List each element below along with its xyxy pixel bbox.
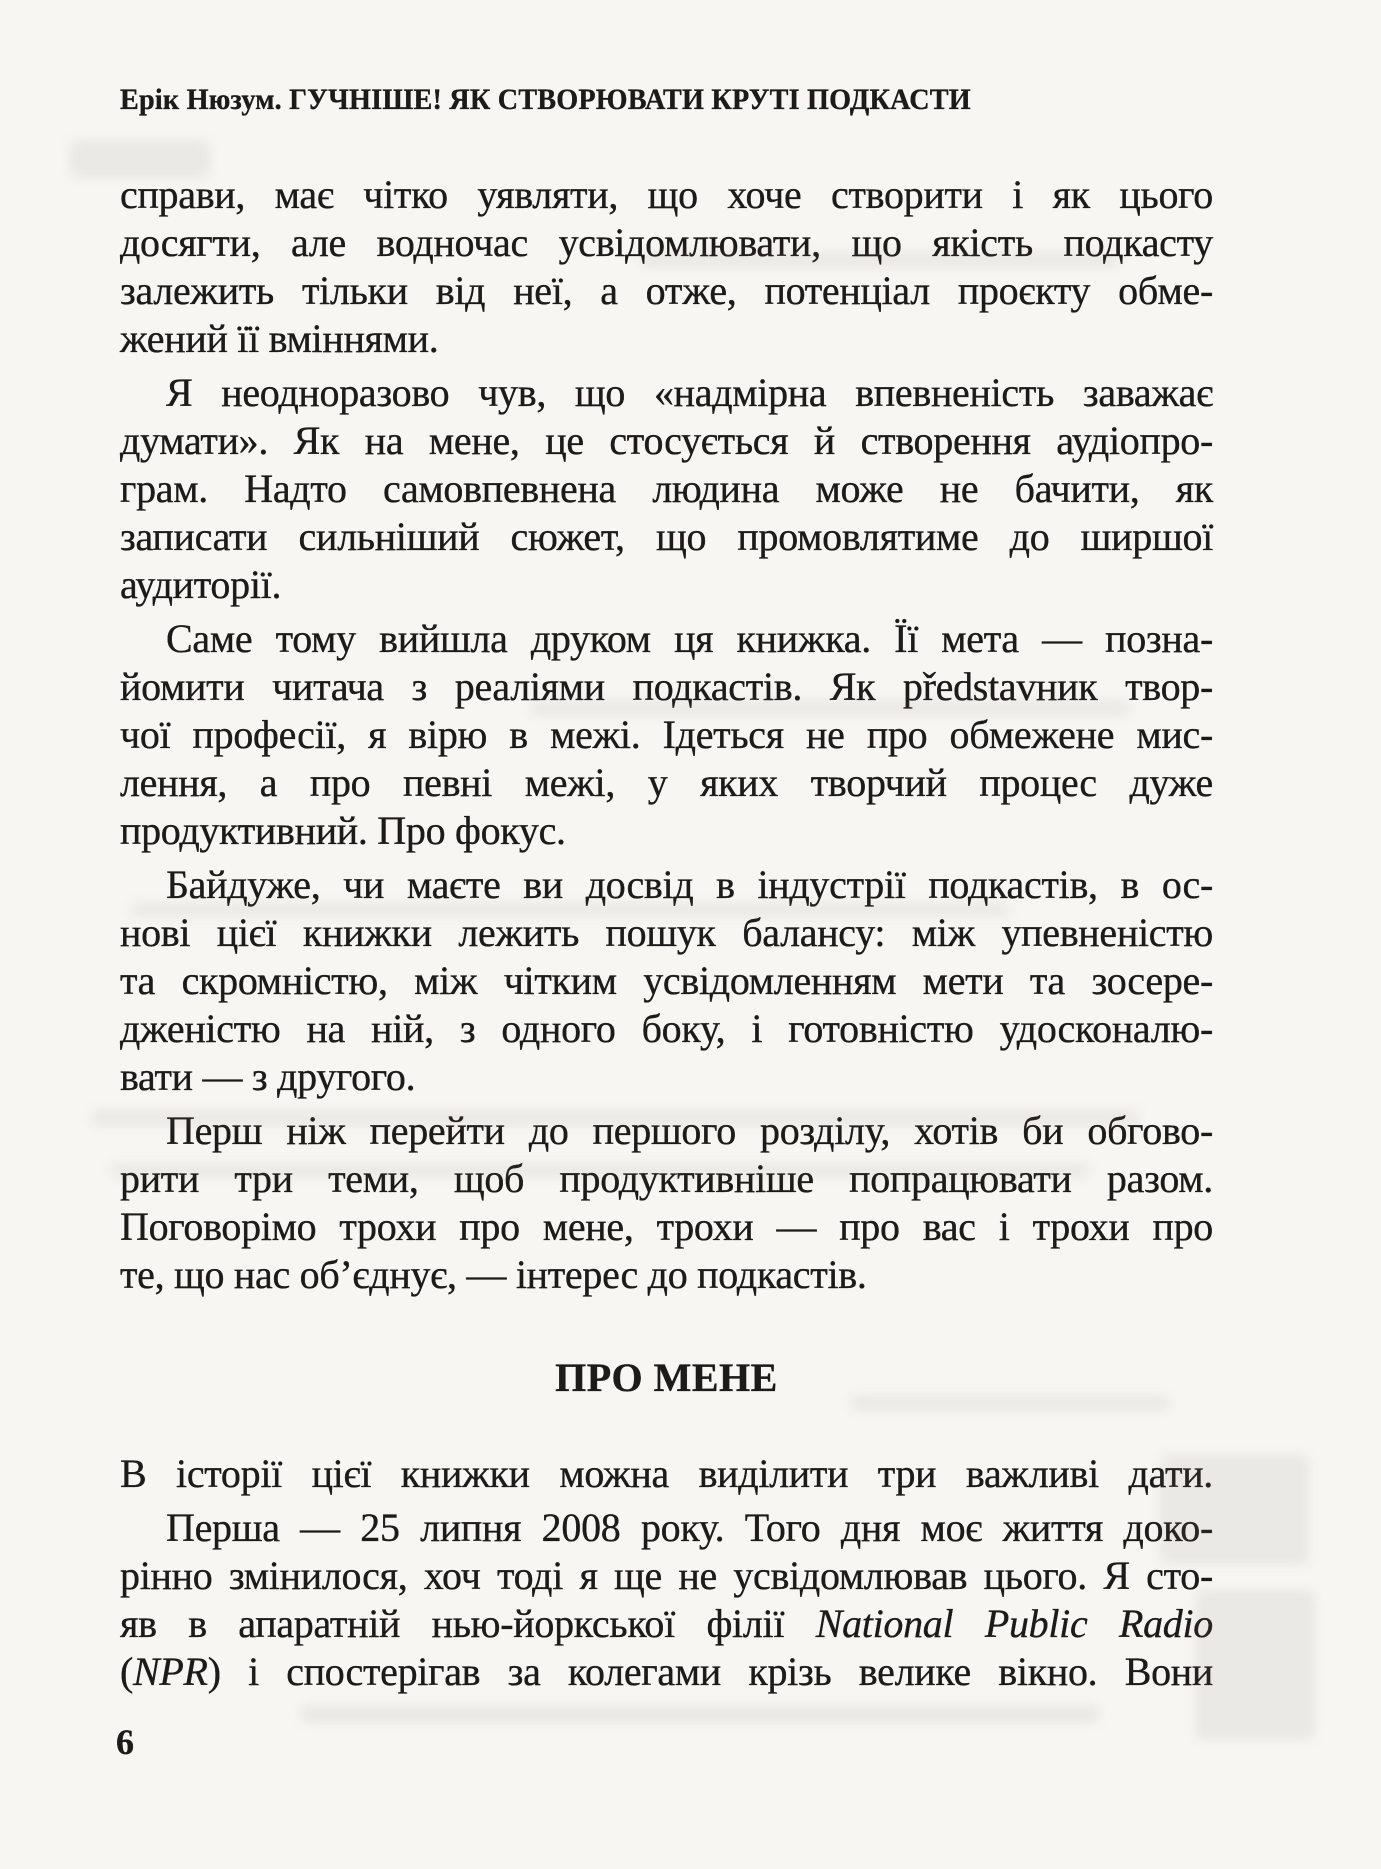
scan-artifact bbox=[300, 1705, 1100, 1723]
text-segment: аудиторії. bbox=[120, 562, 282, 607]
text-segment: те, що нас об’єднує, — інтерес до подкастів. bbox=[120, 1252, 867, 1297]
text-line bbox=[120, 219, 1213, 267]
text-line bbox=[120, 663, 1213, 711]
text-line bbox=[120, 1053, 1213, 1101]
text-segment: Я неодноразово чув, що «надмірна впевненість заважає bbox=[166, 370, 1213, 415]
text-line bbox=[120, 1155, 1213, 1203]
text-line bbox=[120, 1450, 1213, 1498]
paragraph bbox=[120, 1504, 1213, 1696]
text-segment: вати — з другого. bbox=[120, 1054, 416, 1099]
text-segment: продуктивний. Про фокус. bbox=[120, 808, 566, 853]
paragraph bbox=[120, 1450, 1213, 1498]
text-segment: Байдуже, чи маєте ви досвід в індустрії подкастів, в ос- bbox=[166, 862, 1213, 907]
text-line bbox=[120, 861, 1213, 909]
body-text-block-1 bbox=[120, 171, 1213, 1299]
text-line bbox=[120, 1648, 1213, 1696]
text-segment: Поговорімо трохи про мене, трохи — про вас і трохи про bbox=[120, 1204, 1213, 1249]
text-line bbox=[120, 615, 1213, 663]
text-line bbox=[120, 267, 1213, 315]
paragraph bbox=[120, 861, 1213, 1101]
text-line bbox=[120, 1504, 1213, 1552]
text-segment: чої професії, я вірю в межі. Ідеться не про обмежене мис- bbox=[120, 712, 1213, 757]
text-segment: ) і спостерігав за колегами крізь велике вікно. Вони bbox=[207, 1649, 1213, 1694]
text-segment: ( bbox=[120, 1649, 134, 1694]
text-segment: залежить тільки від неї, а отже, потенціал проєкту обме- bbox=[120, 268, 1213, 313]
text-segment: думати». Як на мене, це стосується й створення аудіопро- bbox=[120, 418, 1213, 463]
text-segment: Перш ніж перейти до першого розділу, хотів би обгово- bbox=[166, 1108, 1213, 1153]
text-segment: В історії цієї книжки можна виділити три важливі дати. bbox=[120, 1451, 1213, 1496]
text-segment: йомити читача з реаліями подкастів. Як představник твор- bbox=[120, 664, 1213, 709]
text-segment: жений її вміннями. bbox=[120, 316, 439, 361]
text-line bbox=[120, 1107, 1213, 1155]
text-line bbox=[120, 1600, 1213, 1648]
text-line bbox=[120, 171, 1213, 219]
text-line bbox=[120, 711, 1213, 759]
text-segment: записати сильніший сюжет, що промовлятиме до ширшої bbox=[120, 514, 1213, 559]
text-segment: справи, має чітко уявляти, що хоче створити і як цього bbox=[120, 172, 1213, 217]
body-text-block-2 bbox=[120, 1450, 1213, 1696]
section-heading: ПРО МЕНЕ bbox=[555, 1355, 778, 1400]
running-header: Ерік Нюзум. ГУЧНІШЕ! ЯК СТВОРЮВАТИ КРУТІ ПОДКАСТИ bbox=[120, 83, 971, 116]
text-segment: дженістю на ній, з одного боку, і готовністю удосконалю- bbox=[120, 1006, 1213, 1051]
text-line bbox=[120, 1552, 1213, 1600]
paragraph bbox=[120, 615, 1213, 855]
paragraph bbox=[120, 369, 1213, 609]
text-line bbox=[120, 465, 1213, 513]
text-segment: досягти, але водночас усвідомлювати, що якість подкасту bbox=[120, 220, 1213, 265]
paragraph bbox=[120, 171, 1213, 363]
italic-text-segment: National Public Radio bbox=[815, 1601, 1213, 1646]
italic-text-segment: NPR bbox=[133, 1649, 208, 1694]
text-segment: Перша — 25 липня 2008 року. Того дня моє життя доко- bbox=[166, 1505, 1213, 1550]
scan-artifact bbox=[1195, 1590, 1315, 1740]
text-segment: грам. Надто самовпевнена людина може не бачити, як bbox=[120, 466, 1213, 511]
text-line bbox=[120, 909, 1213, 957]
text-line bbox=[120, 759, 1213, 807]
text-line bbox=[120, 417, 1213, 465]
text-line bbox=[120, 315, 1213, 363]
text-line bbox=[120, 1251, 1213, 1299]
text-line bbox=[120, 561, 1213, 609]
text-segment: рити три теми, щоб продуктивніше попрацювати разом. bbox=[120, 1156, 1213, 1201]
text-segment: нові цієї книжки лежить пошук балансу: між упевненістю bbox=[120, 910, 1213, 955]
text-line bbox=[120, 1203, 1213, 1251]
text-line bbox=[120, 369, 1213, 417]
text-line bbox=[120, 513, 1213, 561]
text-line bbox=[120, 1005, 1213, 1053]
page-number: 6 bbox=[116, 1722, 134, 1762]
text-line bbox=[120, 807, 1213, 855]
text-segment: рінно змінилося, хоч тоді я ще не усвідомлював цього. Я сто- bbox=[120, 1553, 1213, 1598]
text-segment: лення, а про певні межі, у яких творчий процес дуже bbox=[120, 760, 1213, 805]
text-segment: та скромністю, між чітким усвідомленням мети та зосере- bbox=[120, 958, 1213, 1003]
paragraph bbox=[120, 1107, 1213, 1299]
text-line bbox=[120, 957, 1213, 1005]
text-segment: яв в апаратній нью-йоркської філії bbox=[120, 1601, 816, 1646]
text-segment: Саме тому вийшла друком ця книжка. Її мета — позна- bbox=[166, 616, 1213, 661]
